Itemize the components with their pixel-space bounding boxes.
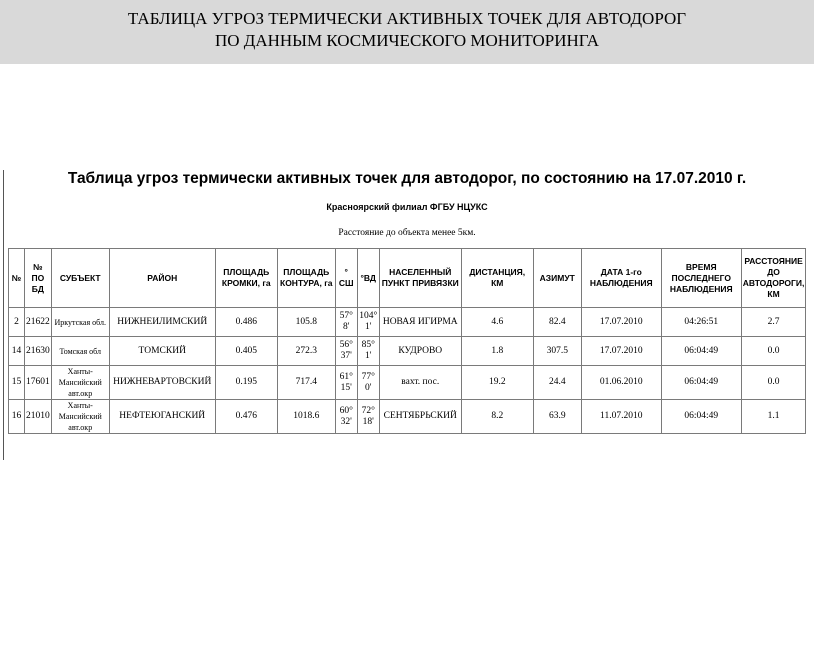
table-cell: 717.4 [277,366,335,400]
table-cell: 1.1 [741,400,806,434]
table-cell: 24.4 [533,366,581,400]
header-cell: СУБЪЕКТ [51,249,109,308]
header-cell: ПЛОЩАДЬ КРОМКИ, га [215,249,277,308]
slide-title-line-2: ПО ДАННЫМ КОСМИЧЕСКОГО МОНИТОРИНГА [214,31,600,50]
table-row [9,366,806,400]
table-cell: 4.6 [461,308,533,337]
document-title: Таблица угроз термически активных точек для автодорог, по состоянию на 17.07.2010 г. [67,170,747,187]
table-cell: 56° 37' [335,337,357,366]
table-cell: 14 [9,337,25,366]
slide-title-bar [0,0,814,64]
header-cell: ° СШ [335,249,357,308]
table-cell: 104° 1' [357,308,379,337]
document-image [0,163,814,459]
header-cell: РАЙОН [109,249,215,308]
header-cell: ПЛОЩАДЬ КОНТУРА, га [277,249,335,308]
header-cell: РАССТОЯНИЕ ДО АВТОДОРОГИ, КМ [741,249,806,308]
threats-table [8,248,806,434]
table-cell: 272.3 [277,337,335,366]
header-cell: ДИСТАНЦИЯ, КМ [461,249,533,308]
table-cell: Ханты-Мансийский авт.окр [51,366,109,400]
table-cell: 63.9 [533,400,581,434]
table-cell: 21622 [25,308,52,337]
table-cell: Томская обл [51,337,109,366]
table-cell: ТОМСКИЙ [109,337,215,366]
table-row [9,337,806,366]
table-cell: 04:26:51 [661,308,741,337]
table-cell: 0.0 [741,366,806,400]
table-cell: НЕФТЕЮГАНСКИЙ [109,400,215,434]
table-row [9,308,806,337]
table-header-row [9,249,806,308]
branch-name: Красноярский филиал ФГБУ НЦУКС [326,202,488,212]
table-cell: Ханты-Мансийский авт.окр [51,400,109,434]
table-cell: 1018.6 [277,400,335,434]
header-cell: № [9,249,25,308]
table-cell: 17601 [25,366,52,400]
table-cell: 60° 32' [335,400,357,434]
distance-note: Расстояние до объекта менее 5км. [338,228,476,238]
table-cell: 2 [9,308,25,337]
table-cell: НОВАЯ ИГИРМА [379,308,461,337]
table-cell: 57° 8' [335,308,357,337]
table-cell: 21630 [25,337,52,366]
header-cell: ДАТА 1-го НАБЛЮДЕНИЯ [581,249,661,308]
table-cell: 82.4 [533,308,581,337]
table-cell: СЕНТЯБРЬСКИЙ [379,400,461,434]
table-cell: 72° 18' [357,400,379,434]
table-cell: 0.0 [741,337,806,366]
table-cell: 17.07.2010 [581,308,661,337]
table-cell: Иркутская обл. [51,308,109,337]
table-cell: 06:04:49 [661,400,741,434]
table-cell: 77° 0' [357,366,379,400]
slide-title-line-1: ТАБЛИЦА УГРОЗ ТЕРМИЧЕСКИ АКТИВНЫХ ТОЧЕК ДЛЯ АВТОДОРОГ [127,9,687,28]
header-cell: ВРЕМЯ ПОСЛЕДНЕГО НАБЛЮДЕНИЯ [661,249,741,308]
table-cell: 1.8 [461,337,533,366]
table-cell: 307.5 [533,337,581,366]
table-cell: 06:04:49 [661,337,741,366]
header-cell: НАСЕЛЕННЫЙ ПУНКТ ПРИВЯЗКИ [379,249,461,308]
table-cell: 16 [9,400,25,434]
table-cell: 0.405 [215,337,277,366]
header-cell: АЗИМУТ [533,249,581,308]
table-cell: 2.7 [741,308,806,337]
table-cell: НИЖНЕВАРТОВСКИЙ [109,366,215,400]
table-cell: 19.2 [461,366,533,400]
table-cell: 0.476 [215,400,277,434]
table-cell: 17.07.2010 [581,337,661,366]
table-cell: 105.8 [277,308,335,337]
table-cell: 06:04:49 [661,366,741,400]
table-cell: 0.486 [215,308,277,337]
table-cell: НИЖНЕИЛИМСКИЙ [109,308,215,337]
table-cell: 01.06.2010 [581,366,661,400]
header-cell: № ПО БД [25,249,52,308]
table-cell: 61° 15' [335,366,357,400]
table-cell: 11.07.2010 [581,400,661,434]
table-cell: 15 [9,366,25,400]
table-cell: 21010 [25,400,52,434]
table-cell: вахт. пос. [379,366,461,400]
table-row [9,400,806,434]
header-cell: °ВД [357,249,379,308]
table-cell: КУДРОВО [379,337,461,366]
table-cell: 0.195 [215,366,277,400]
table-cell: 85° 1' [357,337,379,366]
table-cell: 8.2 [461,400,533,434]
